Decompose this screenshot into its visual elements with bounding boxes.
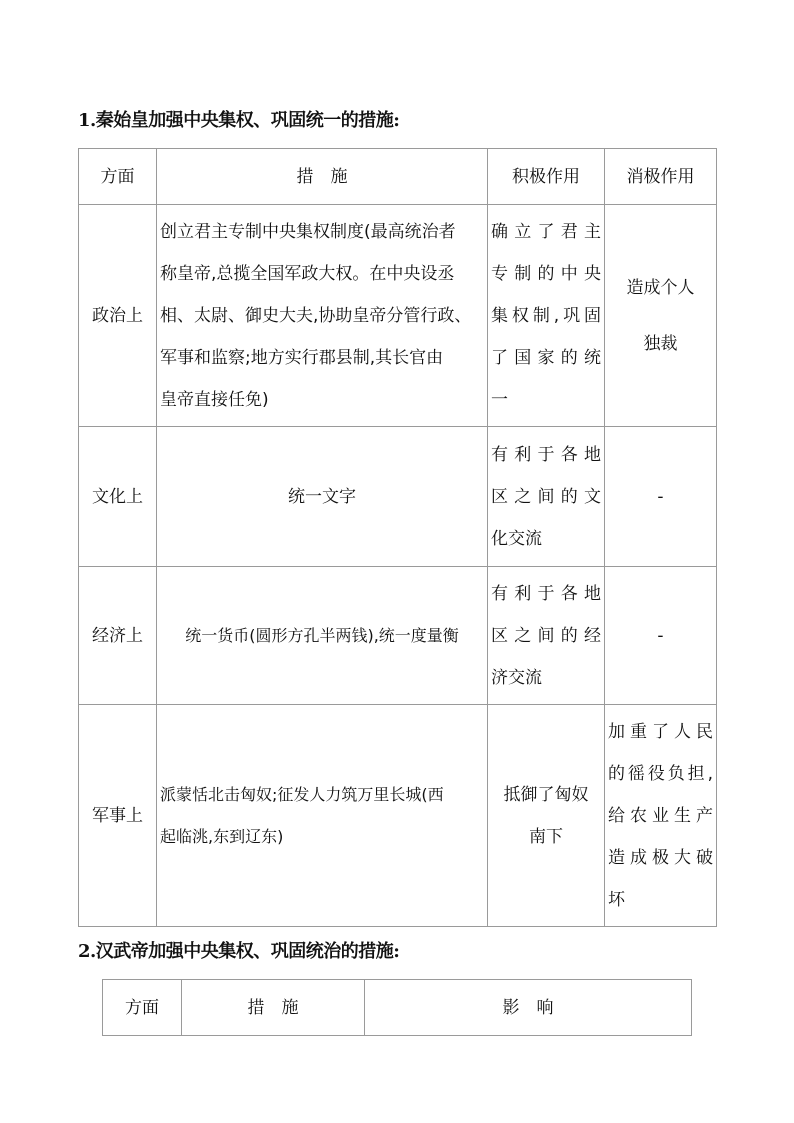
row-aspect: 文化上 (79, 427, 157, 567)
row-measure: 统一货币(圆形方孔半两钱),统一度量衡 (157, 567, 488, 705)
header-measure: 措 施 (182, 980, 365, 1036)
row-aspect: 政治上 (79, 205, 157, 427)
row-negative: 造成个人 独裁 (605, 205, 717, 427)
row-measure: 派蒙恬北击匈奴;征发人力筑万里长城(西 起临洮,东到辽东) (157, 705, 488, 927)
row-negative: - (605, 427, 717, 567)
row-aspect: 军事上 (79, 705, 157, 927)
row-positive: 确立了君主 专制的中央 集权制,巩固 了国家的统 一 (488, 205, 605, 427)
row-positive: 有利于各地 区之间的经 济交流 (488, 567, 605, 705)
header-impact: 影 响 (365, 980, 692, 1036)
row-negative: 加重了人民 的徭役负担, 给农业生产 造成极大破 坏 (605, 705, 717, 927)
row-positive: 抵御了匈奴 南下 (488, 705, 605, 927)
table-header-row (79, 149, 717, 205)
table-row (79, 705, 717, 927)
header-negative: 消极作用 (605, 149, 717, 205)
row-negative: - (605, 567, 717, 705)
row-measure: 创立君主专制中央集权制度(最高统治者 称皇帝,总揽全国军政大权。在中央设丞 相、太尉、御史大夫,协助皇帝分管行政、 军事和监察;地方实行郡县制,其长官由 皇帝直接任免) (157, 205, 488, 427)
row-positive: 有利于各地 区之间的文 化交流 (488, 427, 605, 567)
header-aspect: 方面 (103, 980, 182, 1036)
section2-title: 2.汉武帝加强中央集权、巩固统治的措施: (78, 941, 400, 962)
table-row (79, 205, 717, 427)
section1-title: 1.秦始皇加强中央集权、巩固统一的措施: (78, 110, 400, 131)
table-row (79, 567, 717, 705)
row-aspect: 经济上 (79, 567, 157, 705)
table-header-row (103, 980, 692, 1036)
header-aspect: 方面 (79, 149, 157, 205)
table-row (79, 427, 717, 567)
header-measure: 措 施 (157, 149, 488, 205)
qin-measures-table (78, 148, 717, 927)
row-measure: 统一文字 (157, 427, 488, 567)
header-positive: 积极作用 (488, 149, 605, 205)
han-measures-table (102, 979, 692, 1036)
